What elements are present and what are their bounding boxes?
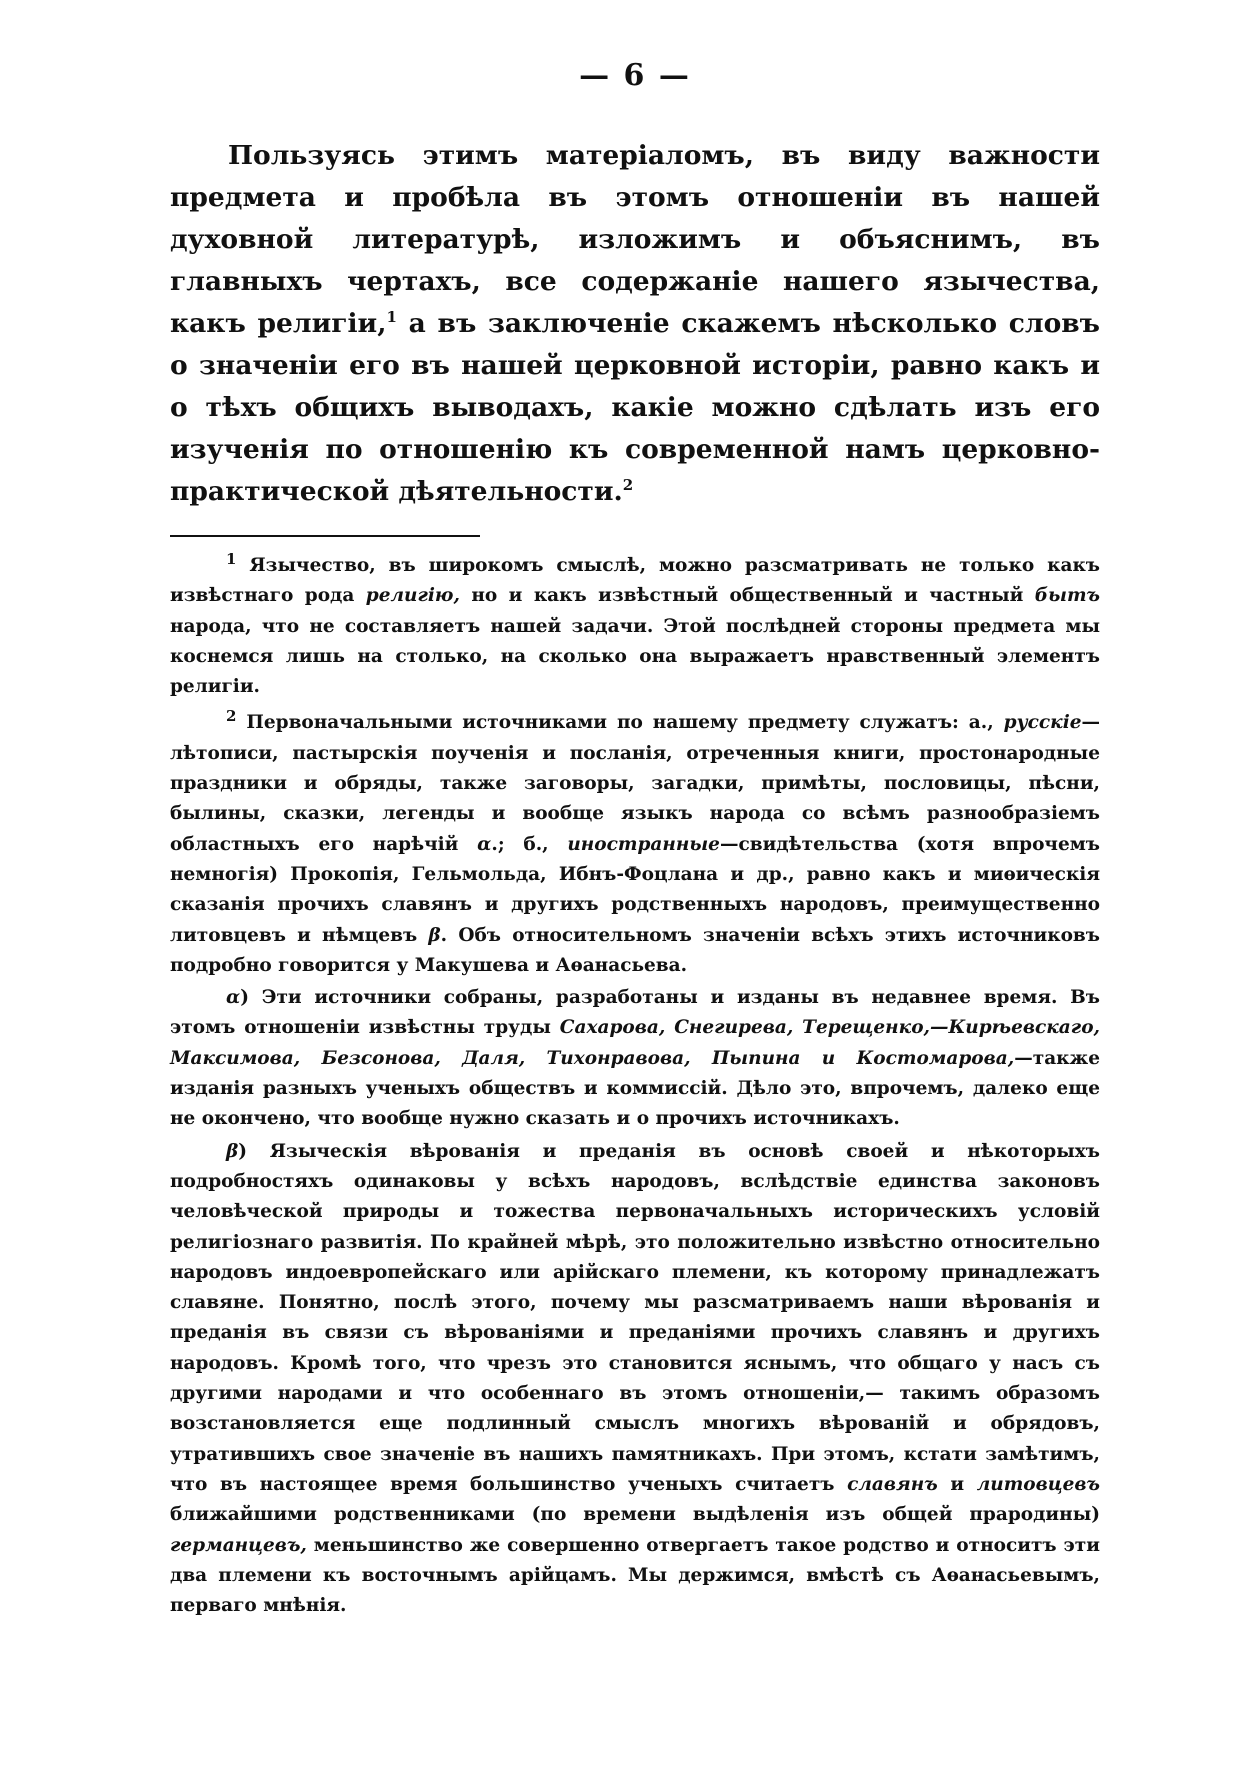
note-beta-italic-c: германцевъ, [170, 1534, 307, 1556]
note-beta-italic-a: славянъ [847, 1473, 938, 1495]
note-beta-text-d: меньшинство же совершенно отвергаетъ такое родство и относитъ эти два племени къ восточнымъ арійцамъ. Мы держимся, вмѣстѣ съ Аѳанасьевымъ, перваго мнѣнія. [170, 1534, 1100, 1617]
footnote-ref-2[interactable]: 2 [622, 476, 634, 495]
note-beta-text-a: ) Языческія вѣрованія и преданія въ основѣ своей и нѣкоторыхъ подробностяхъ одинаковы у всѣхъ народовъ, вслѣдствіе единства законовъ человѣческой природы и тожества первоначальныхъ историческихъ условій религіознаго развитія. По крайней мѣрѣ, это положительно извѣстно относительно народовъ индоевропейскаго или арійскаго племени, къ которому принадлежатъ славяне. Понятно, послѣ этого, почему мы разсматриваемъ наши вѣрованія и преданія въ связи съ вѣрованіями и преданіями прочихъ славянъ и другихъ народовъ. Кромѣ того, что чрезъ это становится яснымъ, что общаго у насъ съ другими народами и что особеннаго въ этомъ отношеніи,— такимъ образомъ возстановляется еще подлинный смыслъ многихъ вѣрованій и обрядовъ, утратившихъ свое значеніе въ нашихъ памятникахъ. При этомъ, кстати замѣтимъ, что въ настоящее время большинство ученыхъ считаетъ [170, 1140, 1100, 1495]
footnote-2-text-b: —лѣтописи, пастырскія поученія и посланія, отреченныя книги, простонародные праздники и обряды, также заговоры, загадки, примѣты, пословицы, пѣсни, былины, сказки, легенды и вообще языкъ народа со всѣмъ разнообразіемъ областныхъ его нарѣчій [170, 712, 1100, 855]
footnote-1 [170, 551, 1100, 702]
note-alpha [170, 983, 1100, 1134]
footnote-1-text-c: народа, что не составляетъ нашей задачи. Этой послѣдней стороны предмета мы коснемся лишь на столько, на сколько она выражаетъ нравственный элементъ религіи. [170, 615, 1100, 698]
footnote-2-italic-b: иностранные [567, 833, 720, 855]
page-number: — 6 — [579, 58, 691, 93]
footnote-ref-1[interactable]: 1 [386, 308, 397, 327]
document-page [170, 58, 1100, 1621]
footnote-2-text-a: Первоначальными источниками по нашему предмету служатъ: а., [236, 712, 1004, 734]
main-paragraph [170, 135, 1100, 513]
footnote-2-marker: 2 [226, 707, 237, 726]
note-beta [170, 1137, 1100, 1622]
footnote-2-alpha-ref[interactable]: α [477, 833, 492, 855]
footnote-2-beta-ref[interactable]: β [428, 924, 441, 946]
main-text-part2: а въ заключеніе скажемъ нѣсколько словъ о значеніи его въ нашей церковной исторіи, равно какъ и о тѣхъ общихъ выводахъ, какіе можно сдѣлать изъ его изученія по отношенію къ современной намъ церковно-практической дѣятельности. [170, 308, 1100, 507]
main-text-part1: Пользуясь этимъ матеріаломъ, въ виду важности предмета и пробѣла въ этомъ отношеніи въ нашей духовной литературѣ, изложимъ и объяснимъ, въ главныхъ чертахъ, все содержаніе нашего язычества, какъ религіи, [170, 140, 1100, 339]
note-beta-text-b: и [937, 1473, 977, 1495]
footnote-2 [170, 708, 1100, 981]
note-alpha-marker: α [226, 987, 241, 1009]
footnote-2-italic-a: русскіе [1003, 712, 1082, 734]
footnote-2-text-c: .; б., [491, 833, 568, 855]
footnote-1-italic-b: бытъ [1034, 585, 1101, 607]
note-alpha-text-b: —также изданія разныхъ ученыхъ обществъ и коммиссій. Дѣло это, впрочемъ, далеко еще не окончено, что вообще нужно сказать и о прочихъ источникахъ. [170, 1047, 1100, 1130]
footnote-2-text-d: —свидѣтельства (хотя впрочемъ немногія) Прокопія, Гельмольда, Ибнъ-Фоцлана и др., равно какъ и миѳическія сказанія прочихъ славянъ и другихъ родственныхъ народовъ, преимущественно литовцевъ и нѣмцевъ [170, 833, 1100, 946]
note-alpha-text-a: ) Эти источники собраны, разработаны и изданы въ недавнее время. Въ этомъ отношеніи извѣстны труды [170, 987, 1100, 1039]
footnote-2-text-e: . Объ относительномъ значеніи всѣхъ этихъ источниковъ подробно говорится у Макушева и Аѳанасьева. [170, 924, 1100, 976]
note-alpha-authors: Сахарова, Снегирева, Терещенко,—Кирѣевскаго, Максимова, Безсонова, Даля, Тихонравова, Пыпина и Костомарова, [170, 1017, 1100, 1069]
note-beta-italic-b: литовцевъ [976, 1473, 1100, 1495]
footnote-1-text-a: Язычество, въ широкомъ смыслѣ, можно разсматривать не только какъ извѣстнаго рода [170, 555, 1100, 607]
footnote-divider [170, 535, 480, 537]
footnote-1-italic-a: религію, [365, 585, 460, 607]
note-beta-text-c: ближайшими родственниками (по времени выдѣленія изъ общей прародины) [170, 1504, 1100, 1526]
note-beta-marker: β [226, 1140, 239, 1162]
footnote-1-marker: 1 [226, 549, 237, 568]
footnote-1-text-b: но и какъ извѣстный общественный и частный [459, 585, 1035, 607]
